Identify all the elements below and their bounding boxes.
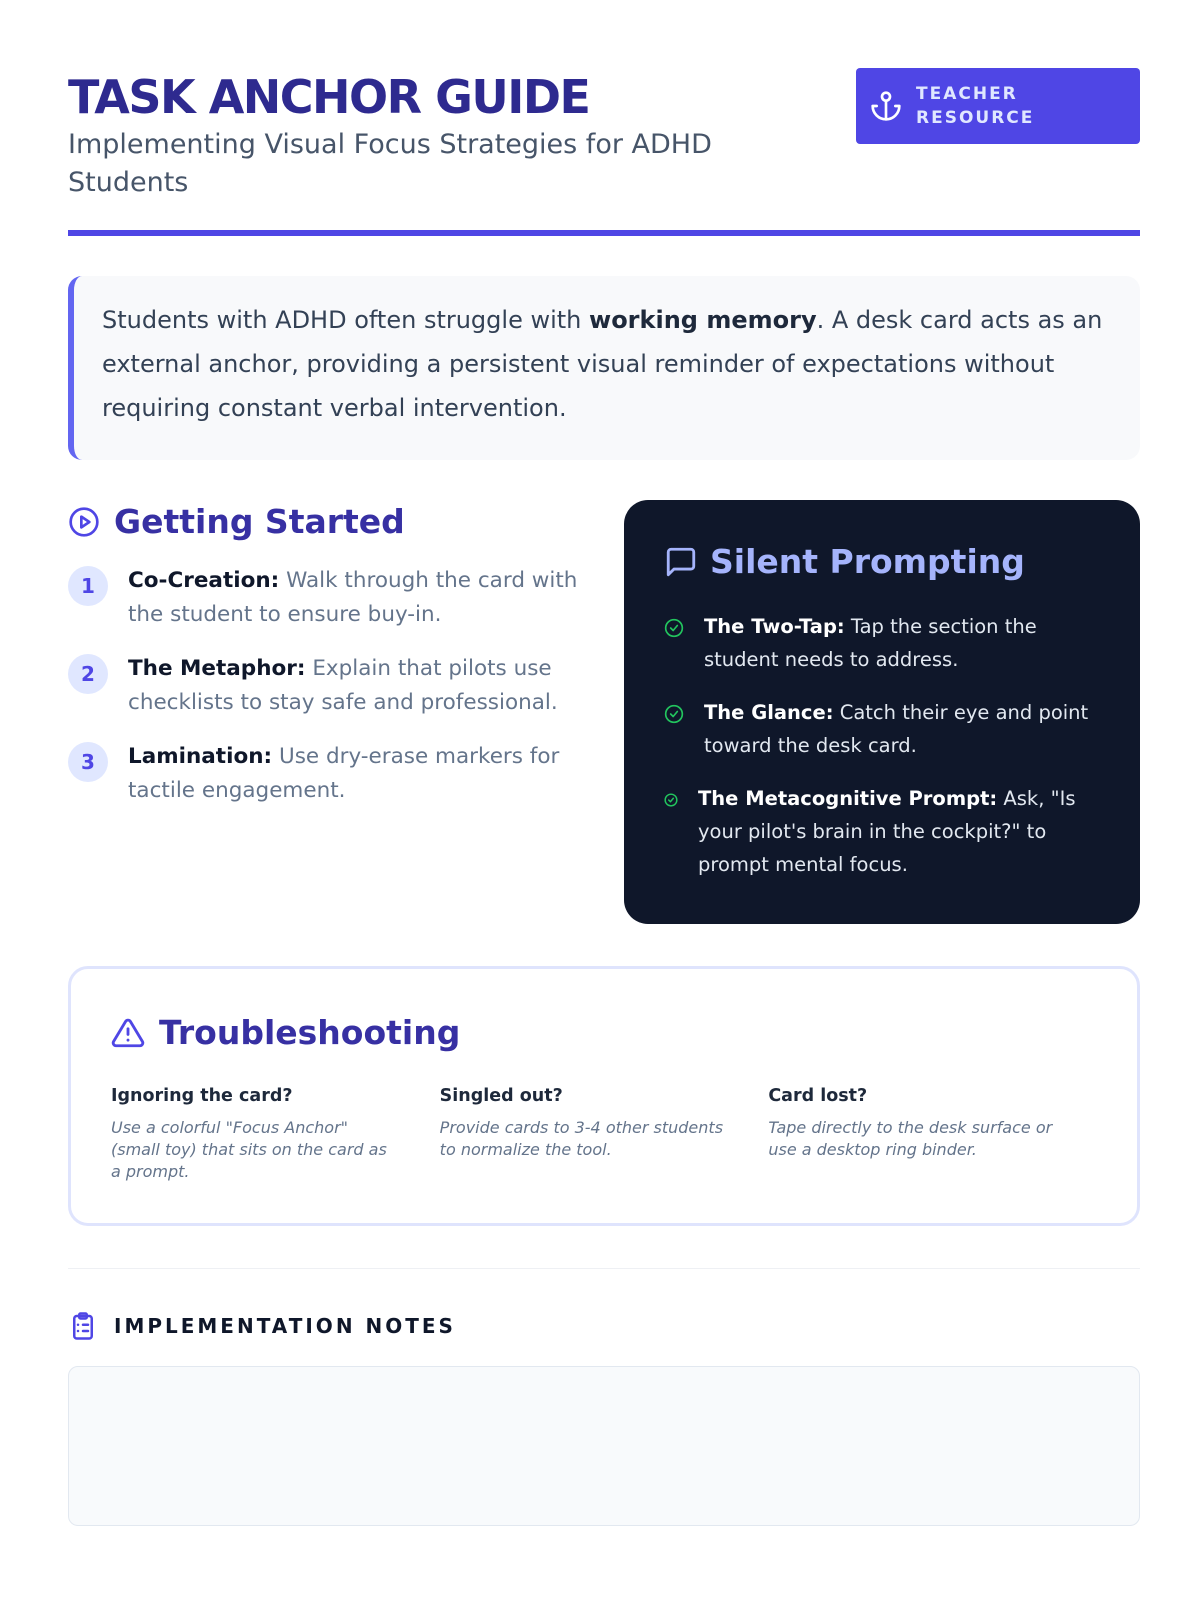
page-title: TASK ANCHOR GUIDE <box>68 70 590 124</box>
issue-question: Ignoring the card? <box>111 1086 293 1106</box>
alert-triangle-icon <box>111 1016 145 1050</box>
silent-prompting-title: Silent Prompting <box>710 542 1025 581</box>
teacher-resource-badge <box>856 68 1140 144</box>
header <box>68 70 1140 236</box>
message-square-icon <box>664 545 698 579</box>
step-description: Walk through the card with the student to ensure buy-in. <box>128 568 578 627</box>
step-description: Explain that pilots use checklists to stay safe and professional. <box>128 656 558 715</box>
step-number: 3 <box>68 742 108 782</box>
intro-emphasis: working memory <box>589 306 817 334</box>
page-subtitle: Implementing Visual Focus Strategies for ADHD Students <box>68 129 712 198</box>
badge-line-2: RESOURCE <box>916 108 1035 128</box>
step-label: Co-Creation: <box>128 568 280 593</box>
getting-started-list <box>68 564 588 808</box>
implementation-notes-field[interactable] <box>68 1366 1140 1526</box>
getting-started-section <box>68 500 588 828</box>
page <box>68 0 1140 1600</box>
prompt-label: The Metacognitive Prompt: <box>698 787 998 810</box>
prompt-text <box>704 696 1104 762</box>
silent-prompting-list <box>664 610 1104 881</box>
check-circle-icon <box>664 704 684 724</box>
step-label: Lamination: <box>128 744 273 769</box>
step-text <box>128 652 588 720</box>
intro-text <box>102 298 1114 430</box>
prompt-description: Ask, "Is your pilot's brain in the cockpit?" to prompt mental focus. <box>698 787 1076 876</box>
play-circle-icon <box>68 506 100 538</box>
prompt-label: The Glance: <box>704 701 834 724</box>
check-circle-icon <box>664 793 678 807</box>
step-description: Use dry-erase markers for tactile engagement. <box>128 744 560 803</box>
clipboard-list-icon <box>68 1310 98 1342</box>
step-label: The Metaphor: <box>128 656 306 681</box>
list-item <box>664 782 1104 881</box>
list-item <box>68 564 588 632</box>
step-text <box>128 564 588 632</box>
silent-prompting-header <box>664 540 1104 584</box>
badge-label <box>916 82 1036 130</box>
troubleshooting-item <box>111 1083 440 1183</box>
troubleshooting-item <box>768 1083 1097 1183</box>
intro-callout <box>68 276 1140 460</box>
prompt-text <box>698 782 1104 881</box>
prompt-description: Catch their eye and point toward the desk card. <box>704 701 1089 757</box>
list-item <box>68 652 588 720</box>
issue-answer: Use a colorful "Focus Anchor" (small toy) that sits on the card as a prompt. <box>111 1118 387 1181</box>
troubleshooting-section <box>68 966 1140 1226</box>
prompt-text <box>704 610 1104 676</box>
prompt-description: Tap the section the student needs to address. <box>704 615 1037 671</box>
silent-prompting-panel <box>624 500 1140 924</box>
troubleshooting-title: Troubleshooting <box>159 1013 461 1052</box>
badge-line-1: TEACHER <box>916 84 1018 104</box>
anchor-icon <box>870 88 902 124</box>
prompt-label: The Two-Tap: <box>704 615 845 638</box>
list-item <box>664 696 1104 762</box>
step-text <box>128 740 588 808</box>
issue-answer: Tape directly to the desk surface or use a desktop ring binder. <box>768 1118 1053 1159</box>
step-number: 2 <box>68 654 108 694</box>
troubleshooting-item <box>440 1083 769 1183</box>
getting-started-header <box>68 500 588 544</box>
troubleshooting-header <box>111 1011 1097 1055</box>
intro-part-1: Students with ADHD often struggle with <box>102 306 590 334</box>
notes-title: IMPLEMENTATION NOTES <box>114 1314 456 1338</box>
intro-part-2: . A desk card acts as an external anchor, providing a persistent visual reminder of expectations without requiring constant verbal intervention. <box>102 306 1103 422</box>
issue-question: Singled out? <box>439 1086 563 1106</box>
list-item <box>664 610 1104 676</box>
getting-started-title: Getting Started <box>114 502 405 541</box>
header-rule <box>68 230 1140 236</box>
issue-answer: Provide cards to 3-4 other students to normalize the tool. <box>439 1118 724 1159</box>
list-item <box>68 740 588 808</box>
notes-header <box>68 1310 456 1342</box>
check-circle-icon <box>664 618 684 638</box>
troubleshooting-columns <box>111 1083 1097 1183</box>
section-divider <box>68 1268 1140 1269</box>
issue-question: Card lost? <box>768 1086 868 1106</box>
step-number: 1 <box>68 566 108 606</box>
